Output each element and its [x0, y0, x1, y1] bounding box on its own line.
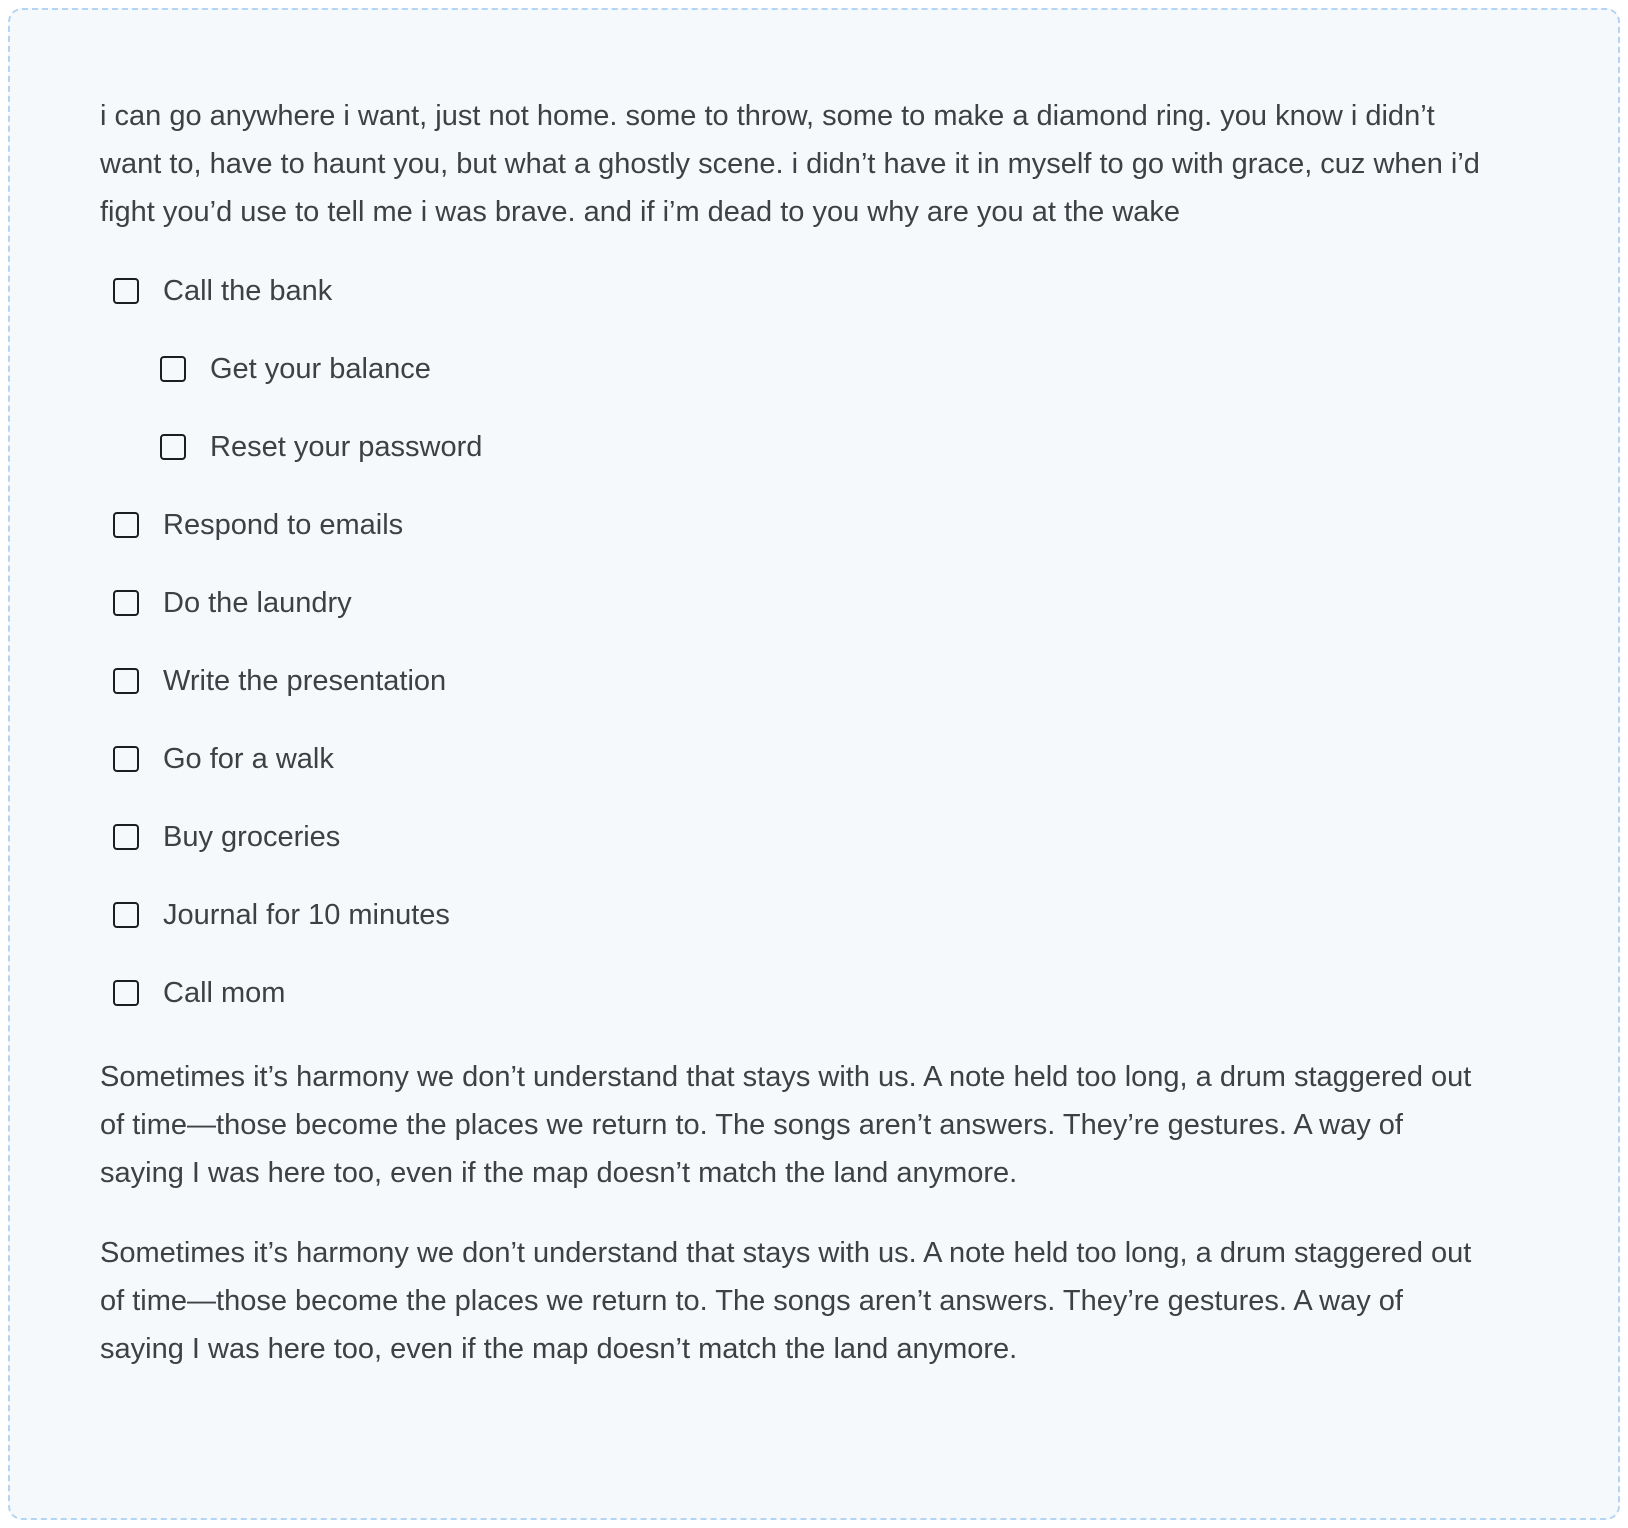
closing-paragraph-2: Sometimes it’s harmony we don’t understand that stays with us. A note held too long, a drum staggered out of time—those become the places we return to. The songs aren’t answers. They’re gestures. A way of saying I was here too, even if the map doesn’t match the land anymore. — [100, 1237, 1472, 1365]
todo-label: Reset your password — [210, 431, 483, 463]
todo-item — [113, 267, 1492, 315]
checkbox-unchecked-icon[interactable] — [160, 356, 186, 382]
todo-item — [113, 501, 1492, 549]
todo-label: Call the bank — [163, 275, 333, 307]
todo-label: Go for a walk — [163, 743, 334, 775]
checkbox-unchecked-icon[interactable] — [113, 278, 139, 304]
checkbox-unchecked-icon[interactable] — [113, 746, 139, 772]
todo-label: Do the laundry — [163, 587, 352, 619]
todo-label: Get your balance — [210, 353, 431, 385]
todo-label: Buy groceries — [163, 821, 341, 853]
checkbox-unchecked-icon[interactable] — [160, 434, 186, 460]
closing-paragraph-1: Sometimes it’s harmony we don’t understand that stays with us. A note held too long, a drum staggered out of time—those become the places we return to. The songs aren’t answers. They’re gestures. A way of saying I was here too, even if the map doesn’t match the land anymore. — [100, 1061, 1472, 1189]
todo-item — [160, 345, 1492, 393]
todo-item — [113, 969, 1492, 1017]
todo-label: Respond to emails — [163, 509, 404, 541]
todo-item — [113, 891, 1492, 939]
checkbox-unchecked-icon[interactable] — [113, 824, 139, 850]
todo-item — [160, 423, 1492, 471]
checkbox-unchecked-icon[interactable] — [113, 590, 139, 616]
todo-item — [113, 813, 1492, 861]
checkbox-unchecked-icon[interactable] — [113, 902, 139, 928]
checkbox-unchecked-icon[interactable] — [113, 980, 139, 1006]
document-canvas — [8, 8, 1620, 1520]
todo-item — [113, 735, 1492, 783]
checkbox-unchecked-icon[interactable] — [113, 512, 139, 538]
todo-list — [100, 267, 1492, 1017]
todo-item — [113, 657, 1492, 705]
checkbox-unchecked-icon[interactable] — [113, 668, 139, 694]
todo-label: Write the presentation — [163, 665, 447, 697]
todo-label: Call mom — [163, 977, 286, 1009]
todo-item — [113, 579, 1492, 627]
todo-label: Journal for 10 minutes — [163, 899, 450, 931]
intro-paragraph: i can go anywhere i want, just not home. some to throw, some to make a diamond ring. you know i didn’t want to, have to haunt you, but what a ghostly scene. i didn’t have it in myself to go with grace, cuz when i’d fight you’d use to tell me i was brave. and if i’m dead to you why are you at the wake — [100, 100, 1480, 228]
